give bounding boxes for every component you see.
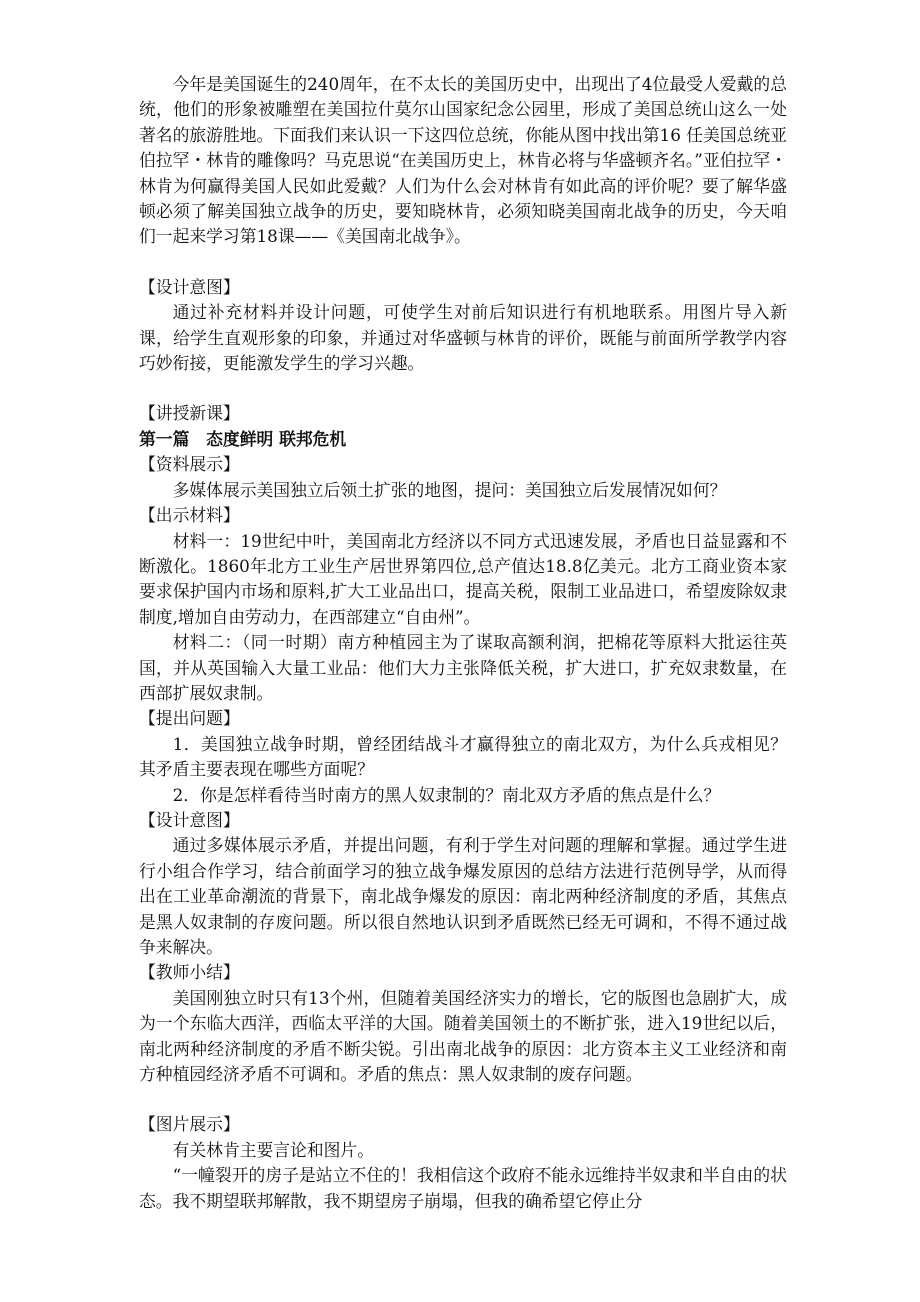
spacer	[139, 1087, 787, 1112]
design-intent-label: 【设计意图】	[139, 276, 240, 297]
spacer	[139, 376, 787, 401]
picture-show-paragraph: 有关林肯主要言论和图片。	[172, 1139, 374, 1160]
part-one-heading: 第一篇 态度鲜明 联邦危机	[139, 428, 347, 449]
design-intent-paragraph: 通过补充材料并设计问题，可使学生对前后知识进行有机地联系。用图片导入新课，给学生直观形象的印象，并通过对华盛顿与林肯的评价，既能与前面所学教学内容巧妙衔接，更能激发学生的学习兴趣。	[139, 302, 787, 374]
material-two-paragraph: 材料二：（同一时期）南方种植园主为了谋取高额利润，把棉花等原料大批运往英国，并从英国输入大量工业品：他们大力主张降低关税，扩大进口，扩充奴隶数量，在西部扩展奴隶制。	[139, 632, 787, 703]
document-page	[139, 72, 787, 1214]
design-intent-label-2: 【设计意图】	[139, 809, 240, 830]
present-material-label: 【出示材料】	[139, 505, 240, 526]
question-one: 1．美国独立战争时期，曾经团结战斗才赢得独立的南北双方，为什么兵戎相见？其矛盾主要表现在哪些方面呢？	[139, 733, 787, 780]
teacher-summary-paragraph: 美国刚独立时只有13个州，但随着美国经济实力的增长，它的版图也急剧扩大，成为一个东临大西洋，西临太平洋的大国。随着美国领土的不断扩张，进入19世纪以后，南北两种经济制度的矛盾不断尖锐。引出南北战争的原因：北方资本主义工业经济和南方种植园经济矛盾不可调和。矛盾的焦点：黑人奴隶制的废存问题。	[139, 987, 787, 1085]
material-show-paragraph: 多媒体展示美国独立后领土扩张的地图，提问：美国独立后发展情况如何？	[172, 479, 727, 500]
questions-label: 【提出问题】	[139, 708, 240, 729]
material-one-paragraph: 材料一：19世纪中叶，美国南北方经济以不同方式迅速发展，矛盾也日益显露和不断激化。1860年北方工业生产居世界第四位,总产值达18.8亿美元。北方工商业资本家要求保护国内市场和原料,扩大工业品出口，提高关税，限制工业品进口，希望废除奴隶制度,增加自由劳动力，在西部建立“自由州”。	[139, 530, 787, 627]
lincoln-quote-paragraph: “一幢裂开的房子是站立不住的！我相信这个政府不能永远维持半奴隶和半自由的状态。我不期望联邦解散，我不期望房子崩塌，但我的确希望它停止分	[139, 1165, 787, 1211]
design-intent-paragraph-2: 通过多媒体展示矛盾，并提出问题，有利于学生对问题的理解和掌握。通过学生进行小组合作学习，结合前面学习的独立战争爆发原因的总结方法进行范例导学，从而得出在工业革命潮流的背景下，南北战争爆发的原因：南北两种经济制度的矛盾，其焦点是黑人奴隶制的存废问题。所以很自然地认识到矛盾既然已经无可调和，不得不通过战争来解决。	[139, 835, 787, 957]
spacer	[139, 250, 787, 275]
intro-paragraph: 今年是美国诞生的240周年，在不太长的美国历史中，出现出了4位最受人爱戴的总统，他们的形象被雕塑在美国拉什莫尔山国家纪念公园里，形成了美国总统山这么一处著名的旅游胜地。下面我们来认识一下这四位总统，你能从图中找出第16 任美国总统亚伯拉罕・林肯的雕像吗？马克思说“在美国历史上，林肯必将与华盛顿齐名。”亚伯拉罕・林肯为何赢得美国人民如此爱戴？人们为什么会对林肯有如此高的评价呢？要了解华盛顿必须了解美国独立战争的历史，要知晓林肯，必须知晓美国南北战争的历史，今天咱们一起来学习第18课——《美国南北战争》。	[139, 74, 787, 247]
material-show-label: 【资料展示】	[139, 454, 240, 475]
new-lesson-label: 【讲授新课】	[139, 403, 240, 424]
question-two: 2．你是怎样看待当时南方的黑人奴隶制的？南北双方矛盾的焦点是什么？	[172, 784, 721, 805]
teacher-summary-label: 【教师小结】	[139, 962, 240, 983]
picture-show-label: 【图片展示】	[139, 1114, 240, 1135]
